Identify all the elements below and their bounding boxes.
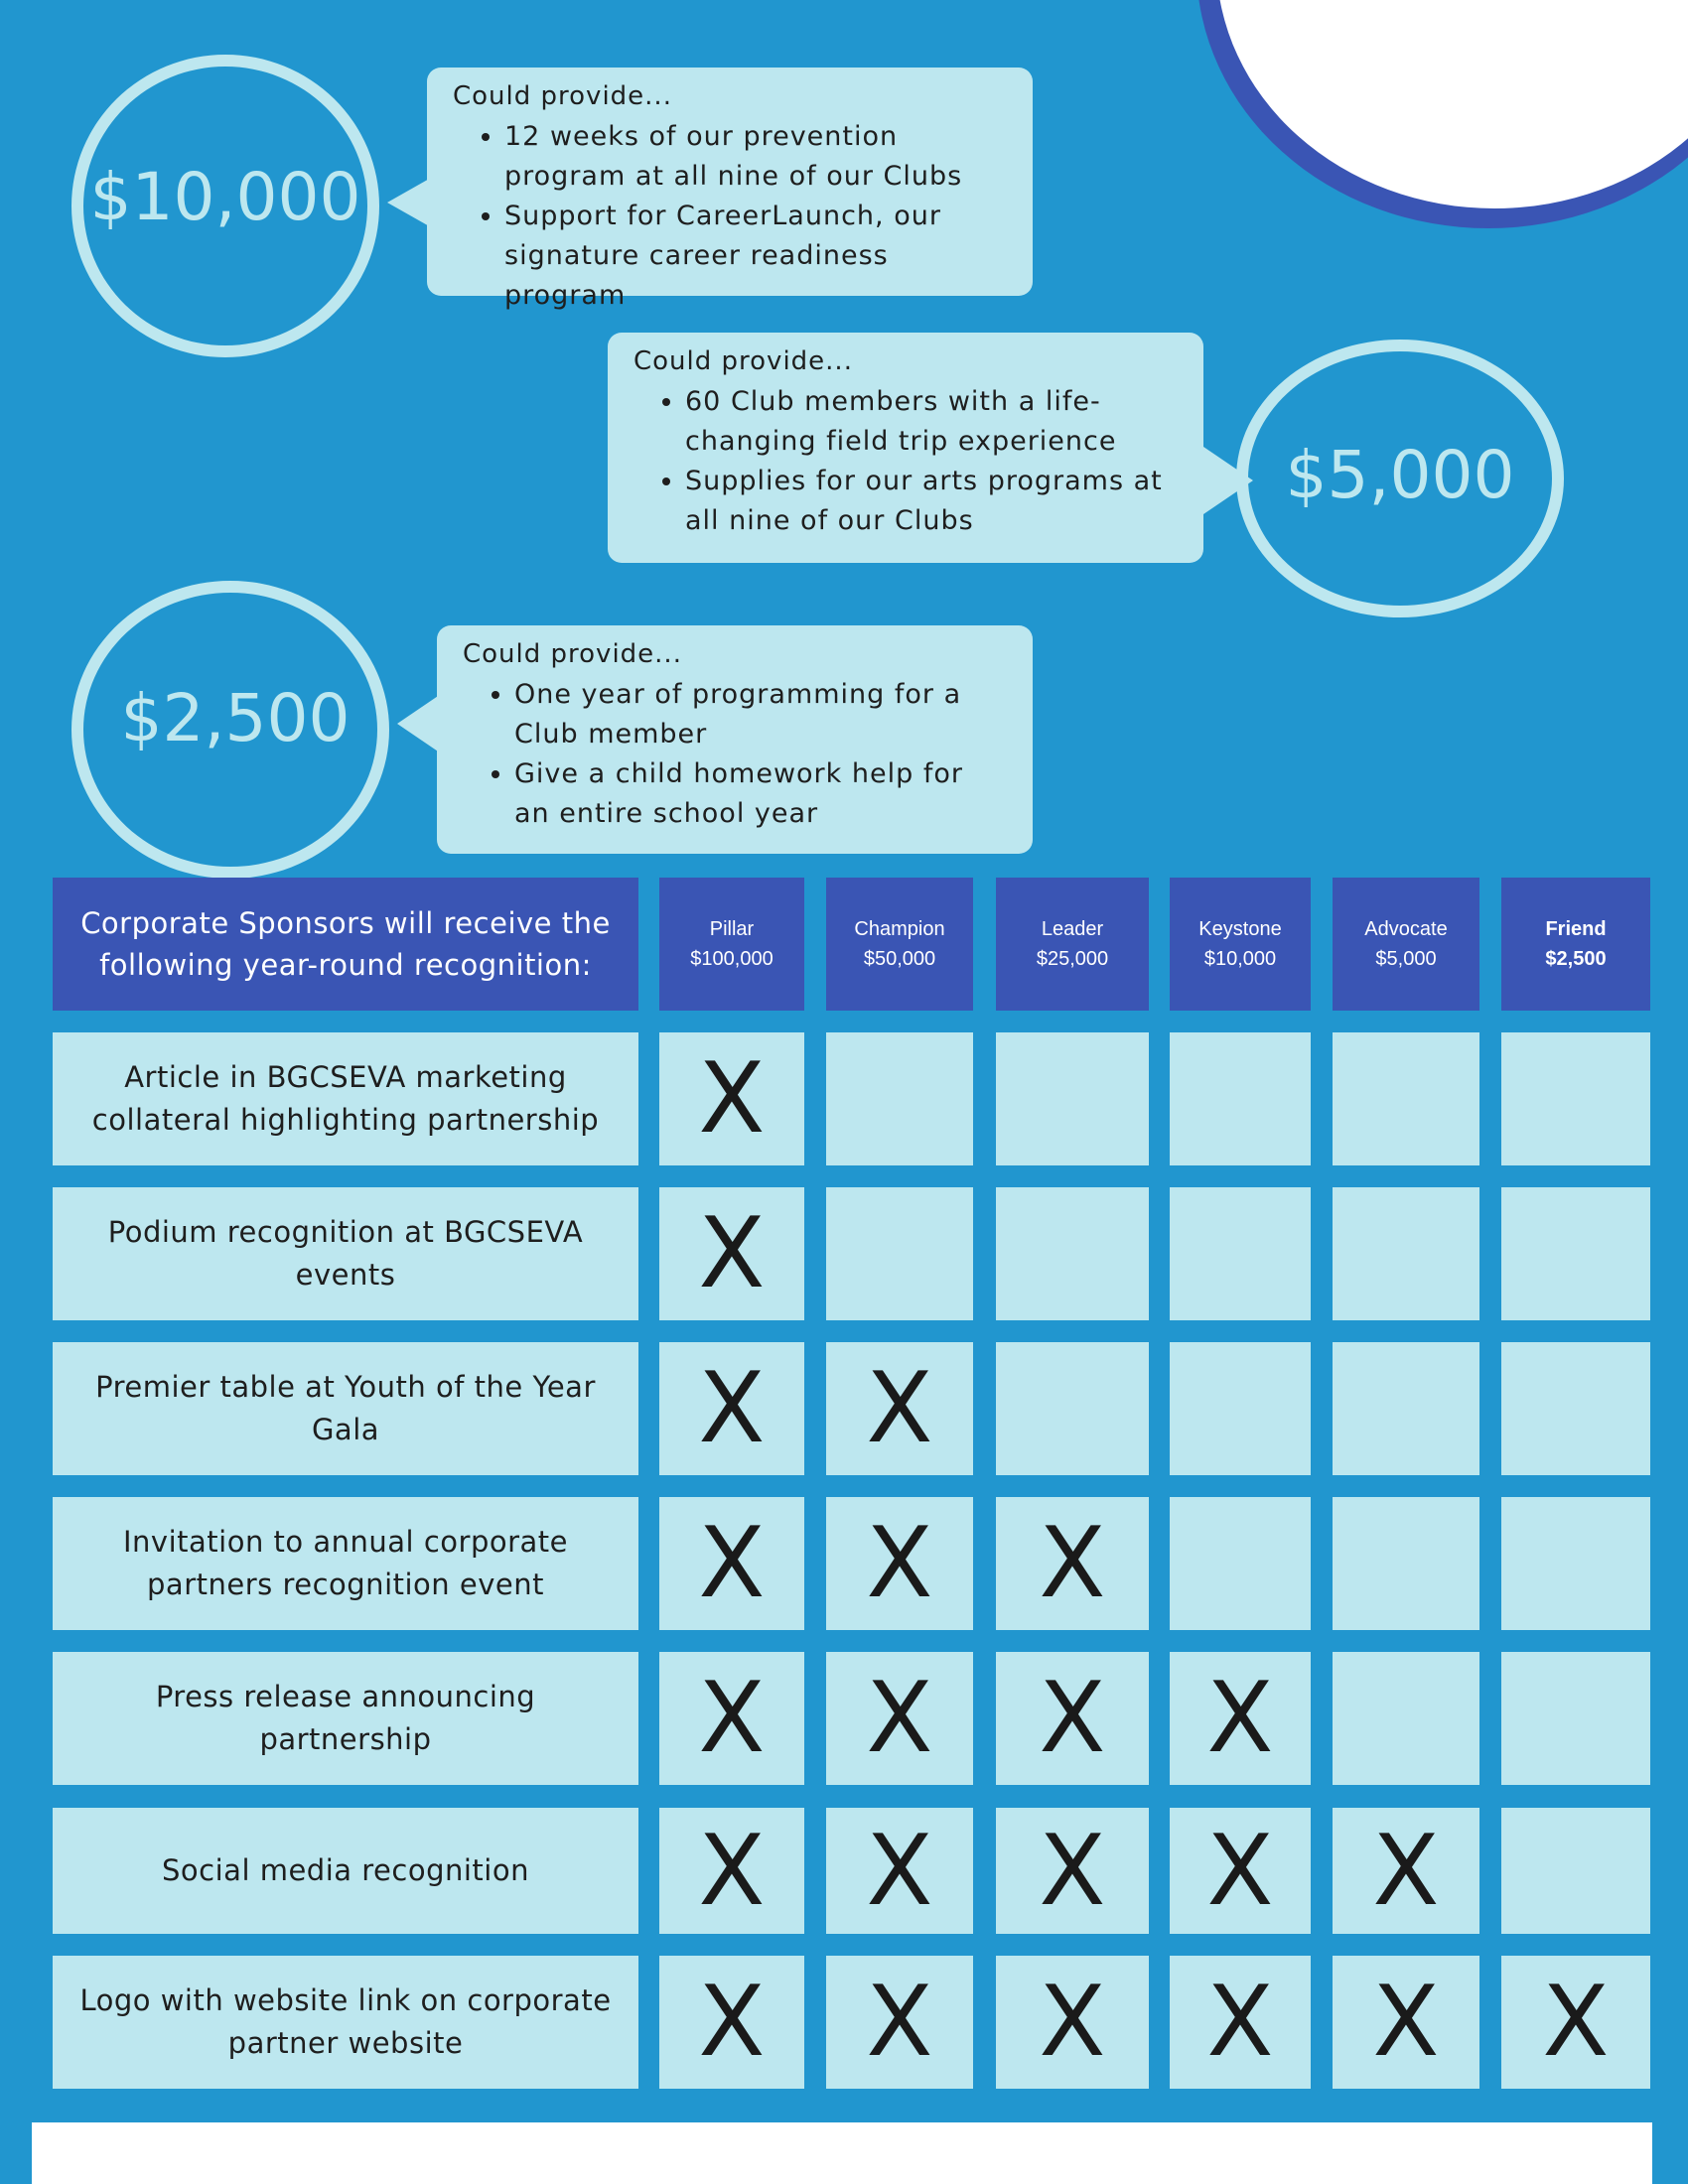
check-mark-cell: X [659,1497,804,1630]
empty-cell [1333,1187,1479,1320]
donation-blurb-2500 [437,625,1033,854]
check-mark-cell: X [1170,1808,1311,1934]
check-mark-cell: X [659,1032,804,1165]
check-mark-cell: X [659,1342,804,1475]
row-label: Logo with website link on corporate partner website [53,1956,638,2089]
tier-name: Pillar [709,918,755,940]
tier-header-champion [826,878,973,1011]
tier-amount: $2,500 [1545,948,1607,970]
amount-5000: $5,000 [1285,437,1515,513]
blurb-heading: Could provide... [453,81,672,111]
row-label: Podium recognition at BGCSEVA events [53,1187,638,1320]
check-mark-cell: X [826,1652,973,1785]
check-mark-cell: X [1333,1808,1479,1934]
tier-amount: $25,000 [1036,948,1109,970]
check-mark-cell: X [659,1652,804,1785]
check-mark-cell: X [826,1956,973,2089]
empty-cell [826,1187,973,1320]
empty-cell [1333,1497,1479,1630]
blurb-heading: Could provide... [463,639,682,669]
blurb-item: • Supplies for our arts programs at all nine of our Clubs [685,462,1178,541]
footer-bar [32,2122,1652,2184]
check-mark-cell: X [659,1808,804,1934]
check-mark-cell: X [659,1956,804,2089]
tier-name: Leader [1041,918,1104,940]
check-mark-cell: X [1170,1652,1311,1785]
empty-cell [1170,1342,1311,1475]
check-mark-cell: X [659,1187,804,1320]
empty-cell [1501,1032,1650,1165]
empty-cell [1333,1652,1479,1785]
empty-cell [1501,1342,1650,1475]
blurb-item: • 12 weeks of our prevention program at all nine of our Clubs [504,117,1007,197]
tier-header-advocate [1333,878,1479,1011]
tier-header-leader [996,878,1149,1011]
blurb-item: • One year of programming for a Club member [514,675,1007,754]
empty-cell [996,1342,1149,1475]
empty-cell [1501,1187,1650,1320]
empty-cell [1501,1497,1650,1630]
blurb-item: • 60 Club members with a life-changing field trip experience [685,382,1178,462]
tier-amount: $5,000 [1375,948,1437,970]
check-mark-cell: X [826,1497,973,1630]
tier-name: Keystone [1198,918,1282,940]
check-mark-cell: X [1501,1956,1650,2089]
check-mark-cell: X [996,1497,1149,1630]
row-label: Press release announcing partnership [53,1652,638,1785]
empty-cell [1170,1187,1311,1320]
tier-name: Advocate [1364,918,1448,940]
check-mark-cell: X [826,1342,973,1475]
donation-blurb-10000 [427,68,1033,311]
blurb-item: • Support for CareerLaunch, our signature career readiness program [504,197,1007,316]
blurb-list [633,382,1178,541]
empty-cell [1170,1032,1311,1165]
empty-cell [1333,1342,1479,1475]
row-label: Premier table at Youth of the Year Gala [53,1342,638,1475]
empty-cell [1333,1032,1479,1165]
check-mark-cell: X [826,1808,973,1934]
blurb-list [463,675,1007,834]
empty-cell [826,1032,973,1165]
row-label: Social media recognition [53,1808,638,1934]
row-label: Article in BGCSEVA marketing collateral highlighting partnership [53,1032,638,1165]
amount-10000: $10,000 [89,159,361,235]
empty-cell [996,1032,1149,1165]
donation-blurb-5000 [608,333,1203,563]
tier-header-friend [1501,878,1650,1011]
check-mark-cell: X [996,1956,1149,2089]
table-header-title: Corporate Sponsors will receive the following year-round recognition: [53,878,638,1011]
decorative-corner-circle [1216,0,1688,208]
tier-name: Champion [854,918,945,940]
tier-amount: $50,000 [863,948,936,970]
blurb-item: • Give a child homework help for an entire school year [514,754,1007,834]
blurb-list [453,117,1007,316]
empty-cell [1501,1652,1650,1785]
check-mark-cell: X [1333,1956,1479,2089]
tier-amount: $100,000 [690,948,774,970]
tier-header-keystone [1170,878,1311,1011]
check-mark-cell: X [996,1808,1149,1934]
empty-cell [1501,1808,1650,1934]
tier-name: Friend [1545,918,1607,940]
check-mark-cell: X [1170,1956,1311,2089]
amount-2500: $2,500 [120,680,351,756]
check-mark-cell: X [996,1652,1149,1785]
tier-header-pillar [659,878,804,1011]
tier-amount: $10,000 [1203,948,1277,970]
empty-cell [1170,1497,1311,1630]
empty-cell [996,1187,1149,1320]
blurb-heading: Could provide... [633,346,853,376]
row-label: Invitation to annual corporate partners recognition event [53,1497,638,1630]
